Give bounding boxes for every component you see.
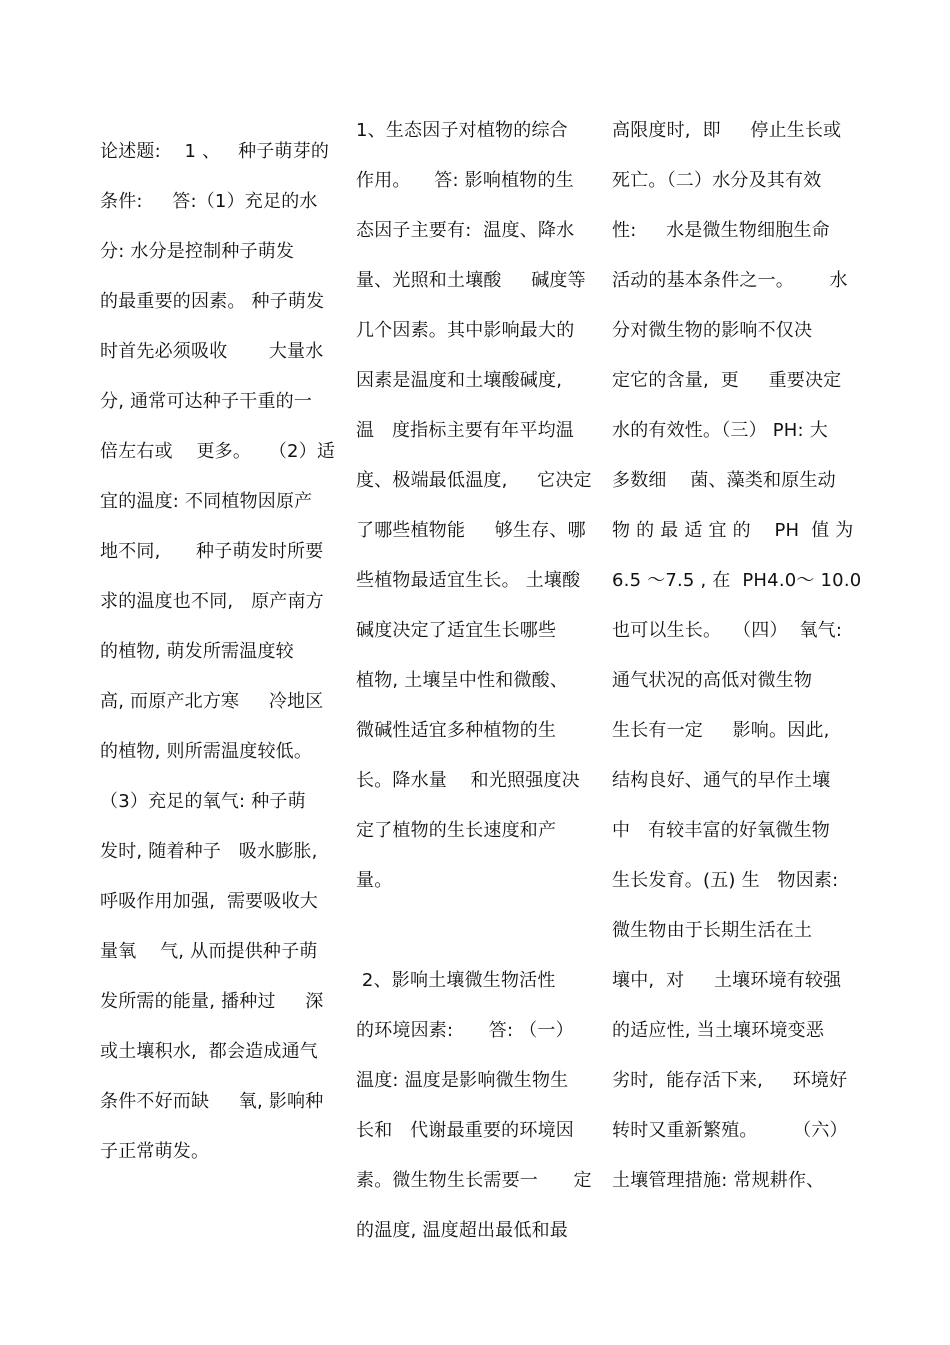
text-line: 定了植物的生长速度和产 [356,820,557,841]
text-line: 作用。 答: 影响植物的生 [356,170,574,191]
text-line: 温度: 温度是影响微生物生 [356,1070,569,1091]
text-line: 活动的基本条件之一。 水 [612,270,848,291]
text-line: 子正常萌发。 [100,1141,210,1162]
text-line: 壤中, 对 土壤环境有较强 [612,970,842,991]
text-line: 水的有效性。（三） PH: 大 [612,420,828,441]
text-line: 微生物由于长期生活在土 [612,920,813,941]
text-line: 碱度决定了适宜生长哪些 [356,620,557,641]
text-line: 土壤管理措施: 常规耕作、 [612,1170,825,1191]
text-line: 条件: 答:（1）充足的水 [100,191,318,212]
text-line: 1、生态因子对植物的综合 [356,120,568,141]
text-line: 量。 [356,870,393,891]
text-line: 性: 水是微生物细胞生命 [612,220,830,241]
text-line: 分, 通常可达种子干重的一 [100,391,313,412]
text-line: 长。降水量 和光照强度决 [356,770,580,791]
text-line: 分对微生物的影响不仅决 [612,320,813,341]
text-line: 的环境因素: 答: （一） [356,1020,574,1041]
text-line: 的温度, 温度超出最低和最 [356,1220,569,1241]
text-line: 结构良好、通气的早作土壤 [612,770,831,791]
text-line: 条件不好而缺 氧, 影响种 [100,1091,324,1112]
text-line: 呼吸作用加强, 需要吸收大 [100,891,318,912]
text-line: 也可以生长。 （四） 氧气: [612,620,843,641]
text-line: 的植物, 则所需温度较低。 [100,741,313,762]
text-line: 地不同, 种子萌发时所要 [100,541,324,562]
text-line: 或土壤积水, 都会造成通气 [100,1041,318,1062]
text-line: 几个因素。其中影响最大的 [356,320,575,341]
text-line: 生长发育。(五) 生 物因素: [612,870,839,891]
text-line: 死亡。（二）水分及其有效 [612,170,822,191]
text-line: 多数细 菌、藻类和原生动 [612,470,836,491]
text-line: 态因子主要有: 温度、降水 [356,220,575,241]
text-line: 生长有一定 影响。因此, [612,720,830,741]
text-line: 2、影响土壤微生物活性 [356,970,556,991]
text-line: 6.5 ～7.5 , 在 PH4.0～ 10.0 [612,570,862,591]
text-line: 劣时, 能存活下来, 环境好 [612,1070,848,1091]
text-line: 时首先必须吸收 大量水 [100,341,324,362]
text-line: 因素是温度和土壤酸碱度, [356,370,563,391]
text-line: 的植物, 萌发所需温度较 [100,641,294,662]
text-line: 发时, 随着种子 吸水膨胀, [100,841,318,862]
text-line: 些植物最适宜生长。 土壤酸 [356,570,581,591]
text-line: 素。微生物生长需要一 定 [356,1170,592,1191]
text-line: 长和 代谢最重要的环境因 [356,1120,574,1141]
text-line: 通气状况的高低对微生物 [612,670,813,691]
text-line: 温 度指标主要有年平均温 [356,420,574,441]
text-line: 的最重要的因素。 种子萌发 [100,291,325,312]
text-line: 高限度时, 即 停止生长或 [612,120,842,141]
text-line: 高, 而原产北方寒 冷地区 [100,691,324,712]
text-line: 中 有较丰富的好氧微生物 [612,820,830,841]
text-line: 发所需的能量, 播种过 深 [100,991,324,1012]
text-line: 求的温度也不同, 原产南方 [100,591,324,612]
text-line: 物 的 最 适 宜 的 PH 值 为 [612,520,854,541]
text-line: 量、光照和土壤酸 碱度等 [356,270,586,291]
text-line: 植物, 土壤呈中性和微酸、 [356,670,569,691]
text-line: 微碱性适宜多种植物的生 [356,720,557,741]
text-line: 宜的温度: 不同植物因原产 [100,491,313,512]
text-line: 了哪些植物能 够生存、哪 [356,520,586,541]
text-line: 倍左右或 更多。 （2）适 [100,441,336,462]
text-line: 定它的含量, 更 重要决定 [612,370,842,391]
text-line: 论述题: 1 、 种子萌芽的 [100,141,330,162]
text-line: 转时又重新繁殖。 （六） [612,1120,848,1141]
text-line: 分: 水分是控制种子萌发 [100,241,295,262]
text-line: 的适应性, 当土壤环境变恶 [612,1020,825,1041]
text-line: 量氧 气, 从而提供种子萌 [100,941,318,962]
text-line: （3）充足的氧气: 种子萌 [100,791,306,812]
text-line: 度、极端最低温度, 它决定 [356,470,592,491]
